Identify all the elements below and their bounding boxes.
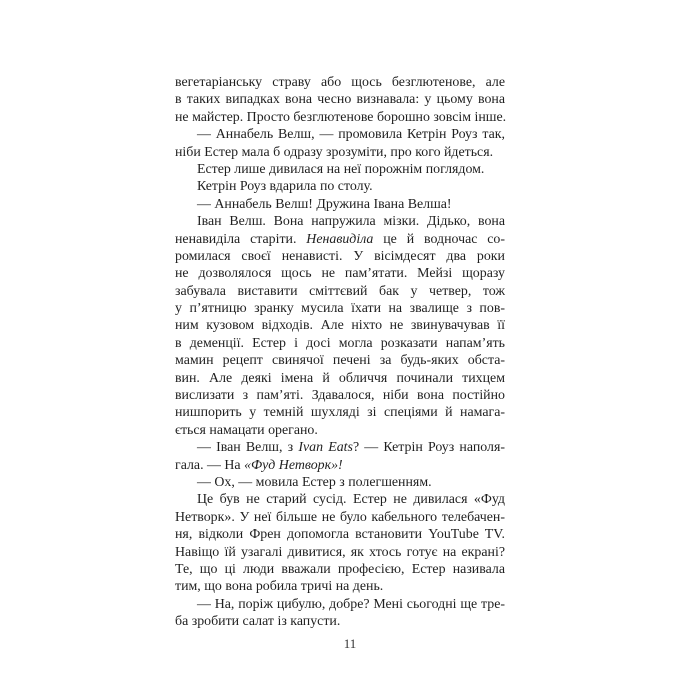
text-line: в таких випадках вона чесно визнавала: у цьому вона [175,92,505,108]
text-line: Кетрін Роуз вдарила по столу. [197,179,373,195]
text-segment: ненавиділа старіти. [175,231,307,247]
text-line: не дозволялося щось не пам’ятати. Мейзі щоразу [175,266,505,282]
text-line: — Ох, — мовила Естер з полегшенням. [197,474,432,490]
text-segment: — Іван Велш, з [197,440,299,456]
italic-emphasis: «Фуд Нетворк»! [244,457,343,473]
text-line: вегетаріанську страву або щось безглютенове, але [175,75,505,90]
text-line: ніби Естер мала б одразу зрозуміти, про кого йдеться. [175,144,494,160]
text-line: — На, поріж цибулю, добре? Мені сьогодні ще тре- [197,596,505,612]
text-line: ромилася своєї ненависті. У вісімдесят два роки [175,248,505,264]
body-text [175,74,505,631]
text-segment: ? — Кетрін Роуз наполя- [352,440,505,456]
text-line: у п’ятницю зранку мусила їхати на звалище з пов- [175,301,505,317]
text-line: мамин рецепт свинячої печені за будь-яких обста- [175,353,505,369]
text-line [175,231,505,248]
text-line: ня, відколи Френ допомогла встановити YouTube TV. [175,527,505,543]
text-line: ється намацати орегано. [175,422,318,438]
text-line: Іван Велш. Вона напружила мізки. Дідько, вона [197,214,505,230]
text-line: забувала виставити сміттєвий бак у четвер, тож [175,283,505,299]
text-line: тим, що вона робила тричі на день. [175,579,384,595]
italic-emphasis: Ivan Eats [298,440,353,456]
text-line: Це був не старий сусід. Естер не дивилася «Фуд [197,492,505,508]
text-line: — Аннабель Велш, — промовила Кетрін Роуз так, [197,127,505,143]
text-line: — Аннабель Велш! Дружина Івана Велша! [197,196,452,212]
text-line: не майстер. Просто безглютенове борошно зовсім інше. [175,109,507,125]
text-line [175,457,505,474]
text-line: нишпорить у темній шухляді зі спеціями й намага- [175,405,505,421]
text-line: в деменції. Естер і досі могла розказати напам’ять [175,335,505,351]
page-number: 11 [343,636,357,651]
italic-emphasis: Ненавиділа [306,231,374,247]
text-line: Навіщо їй узагалі дивитися, як хтось готує на екрані? [175,544,505,560]
text-line: ним кузовом відходів. Але ніхто не звинувачував її [175,318,505,334]
text-line: ба зробити салат із капусти. [175,614,341,630]
text-segment: це й водночас со- [373,231,505,247]
text-line: вин. Але деякі імена й обличчя починали тихцем [175,370,505,386]
text-line: Нетворк». У неї більше не було кабельного телебачен- [175,509,505,525]
text-line: Те, що ці люди вважали професією, Естер називала [175,561,505,577]
text-line: вислизати з пам’яті. Здавалося, ніби вона постійно [175,388,505,404]
text-line [175,439,505,456]
text-line: Естер лише дивилася на неї порожнім поглядом. [197,161,485,177]
text-segment: гала. — На [175,457,245,473]
